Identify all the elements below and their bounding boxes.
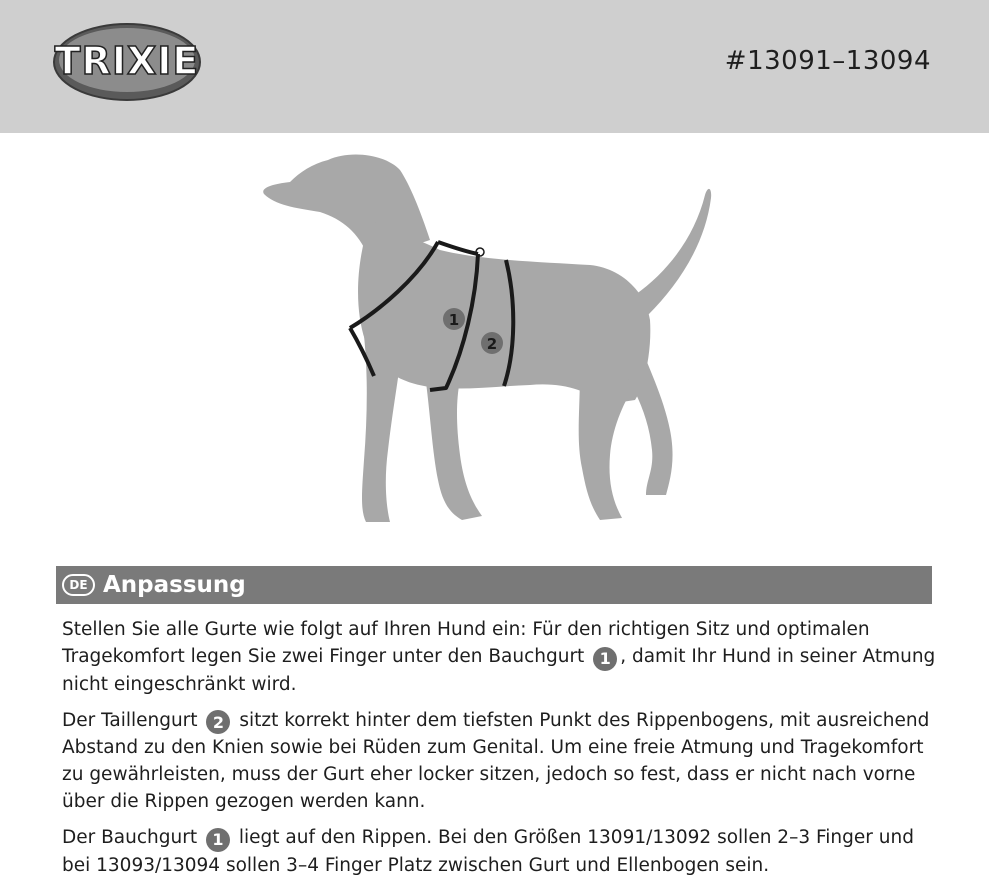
paragraph-1: Stellen Sie alle Gurte wie folgt auf Ihren Hund ein: Für den richtigen Sitz und optimalen Tragekomfort legen Sie zwei Finger unter den Bauchgurt 1 , damit Ihr Hund in seiner Atmung nicht eingeschränkt wird. xyxy=(62,619,936,695)
number-badge-2: 2 xyxy=(206,710,230,734)
language-badge: DE xyxy=(62,574,95,596)
product-code: #13091–13094 xyxy=(724,46,931,76)
section-header xyxy=(56,566,932,604)
paragraph-2: Der Taillengurt 2 sitzt korrekt hinter dem tiefsten Punkt des Rippenbogens, mit ausreichend Abstand zu den Knien sowie bei Rüden zum Genital. Um eine freie Atmung und Tragekomfort zu gewährleisten, muss der Gurt eher locker sitzen, jedoch so fest, dass er nicht nach vorne über die Rippen gezogen werden kann. xyxy=(62,709,930,812)
svg-text:2: 2 xyxy=(486,335,498,353)
number-badge-1: 1 xyxy=(593,647,617,671)
instructions-text xyxy=(62,616,942,888)
section-title: Anpassung xyxy=(103,572,246,598)
dog-harness-illustration xyxy=(250,150,730,550)
marker-2 xyxy=(481,332,503,354)
header xyxy=(0,0,989,133)
paragraph-3: Der Bauchgurt 1 liegt auf den Rippen. Bei den Größen 13091/13092 sollen 2–3 Finger und bei 13093/13094 sollen 3–4 Finger Platz zwischen Gurt und Ellenbogen sein. xyxy=(62,827,914,876)
trixie-logo xyxy=(52,22,202,102)
number-badge-1b: 1 xyxy=(206,828,230,852)
logo-text: TRIXIE xyxy=(54,39,200,83)
marker-1 xyxy=(443,308,465,330)
svg-text:1: 1 xyxy=(448,311,460,329)
